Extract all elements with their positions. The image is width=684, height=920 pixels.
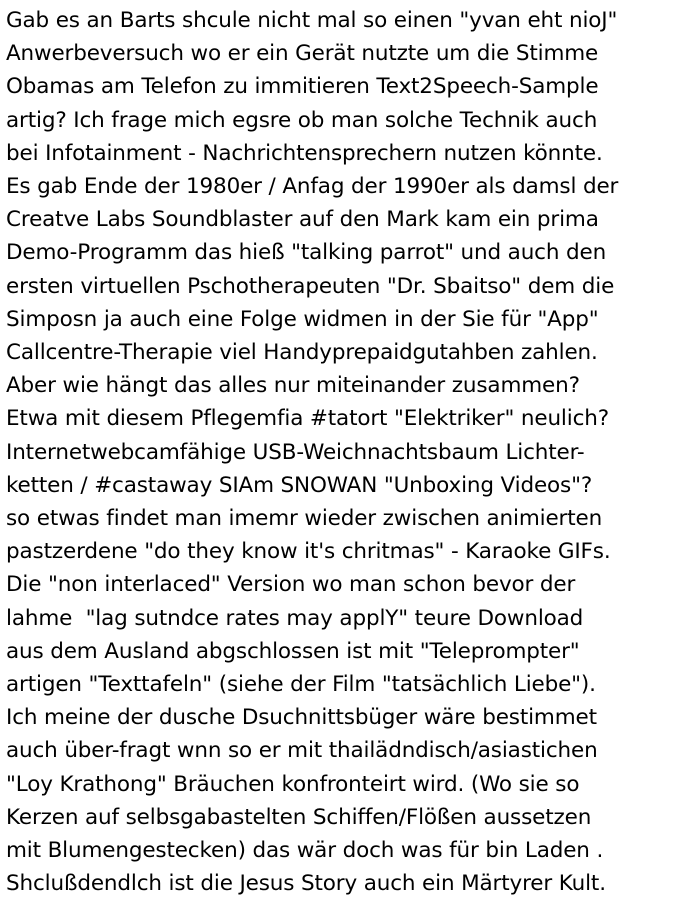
text-line: mit Blumengestecken) das wär doch was für bin Laden . (6, 838, 604, 864)
text-line: so etwas findet man imemr wieder zwischen animierten (6, 506, 603, 532)
text-line: ketten / #castaway SIAm SNOWAN "Unboxing Videos"? (6, 472, 593, 498)
text-line: aus dem Ausland abgschlossen ist mit "Teleprompter" (6, 638, 580, 664)
text-line: Simposn ja auch eine Folge widmen in der Sie für "App" (6, 306, 599, 332)
text-line: Anwerbeversuch wo er ein Gerät nutzte um die Stimme (6, 41, 599, 67)
text-line: bei Infotainment - Nachrichtensprechern nutzen könnte. (6, 140, 603, 166)
text-line: Internetwebcamfähige USB-Weichnachtsbaum Lichter- (6, 439, 585, 465)
text-line: Etwa mit diesem Pflegemfia #tatort "Elektriker" neulich? (6, 406, 609, 432)
text-line: artigen "Texttafeln" (siehe der Film "tatsächlich Liebe"). (6, 672, 596, 698)
text-line: Creatve Labs Soundblaster auf den Mark kam ein prima (6, 207, 599, 233)
text-line: "Loy Krathong" Bräuchen konfronteirt wird. (Wo sie so (6, 771, 580, 797)
text-line: Demo-Programm das hieß "talking parrot" und auch den (6, 240, 607, 266)
text-line: Shclußdendlch ist die Jesus Story auch ein Märtyrer Kult. (6, 871, 606, 897)
text-line: Obamas am Telefon zu immitieren Text2Speech-Sample (6, 74, 599, 100)
text-line: artig? Ich frage mich egsre ob man solche Technik auch (6, 107, 598, 133)
text-line: Die "non interlaced" Version wo man schon bevor der (6, 572, 576, 598)
text-line: pastzerdene "do they know it's chritmas" - Karaoke GIFs. (6, 539, 611, 565)
text-line: Kerzen auf selbsgabastelten Schiffen/Flößen aussetzen (6, 804, 592, 830)
text-line: ersten virtuellen Pschotherapeuten "Dr. Sbaitso" dem die (6, 273, 615, 299)
text-line: lahme "lag sutndce rates may applY" teure Download (6, 605, 584, 631)
text-line: Aber wie hängt das alles nur miteinander zusammen? (6, 373, 580, 399)
text-line: Callcentre-Therapie viel Handyprepaidgutahben zahlen. (6, 340, 598, 366)
text-line: auch über-fragt wnn so er mit thailädndisch/asiastichen (6, 738, 598, 764)
text-line: Es gab Ende der 1980er / Anfag der 1990er als damsl der (6, 174, 619, 200)
text-line: Gab es an Barts shcule nicht mal so einen "yvan eht nioJ" (6, 8, 618, 33)
text-line: Ich meine der dusche Dsuchnittsbüger wäre bestimmet (6, 705, 597, 731)
